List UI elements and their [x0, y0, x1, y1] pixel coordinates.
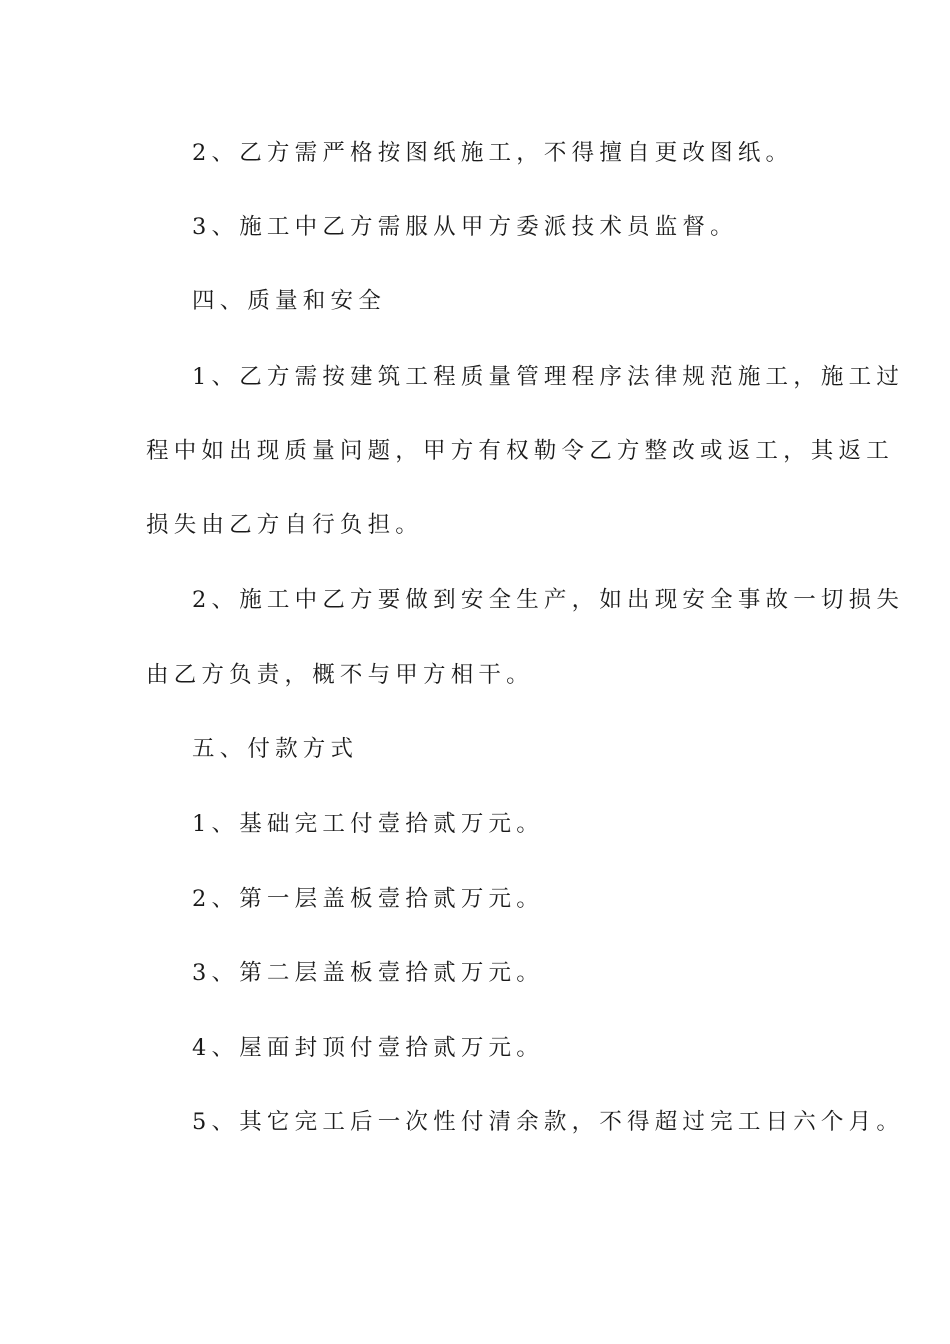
clause-3-3: 3、施工中乙方需服从甲方委派技术员监督。 — [192, 214, 738, 240]
payment-item-4: 4、屋面封顶付壹拾贰万元。 — [192, 1035, 544, 1061]
clause-4-2-line-1: 2、施工中乙方要做到安全生产，如出现安全事故一切损失 — [192, 587, 905, 613]
section-heading-payment: 五、付款方式 — [192, 736, 359, 762]
payment-item-1: 1、基础完工付壹拾贰万元。 — [192, 811, 544, 837]
clause-4-1-line-1: 1、乙方需按建筑工程质量管理程序法律规范施工，施工过 — [192, 364, 905, 390]
clause-4-1-line-3: 损失由乙方自行负担。 — [146, 512, 424, 538]
section-heading-quality-safety: 四、质量和安全 — [192, 288, 386, 314]
payment-item-3: 3、第二层盖板壹拾贰万元。 — [192, 960, 544, 986]
payment-item-5: 5、其它完工后一次性付清余款，不得超过完工日六个月。 — [192, 1109, 905, 1135]
clause-4-2-line-2: 由乙方负责，概不与甲方相干。 — [146, 662, 534, 688]
clause-4-1-line-2: 程中如出现质量问题，甲方有权勒令乙方整改或返工，其返工 — [146, 438, 894, 464]
payment-item-2: 2、第一层盖板壹拾贰万元。 — [192, 886, 544, 912]
clause-3-2: 2、乙方需严格按图纸施工，不得擅自更改图纸。 — [192, 140, 794, 166]
